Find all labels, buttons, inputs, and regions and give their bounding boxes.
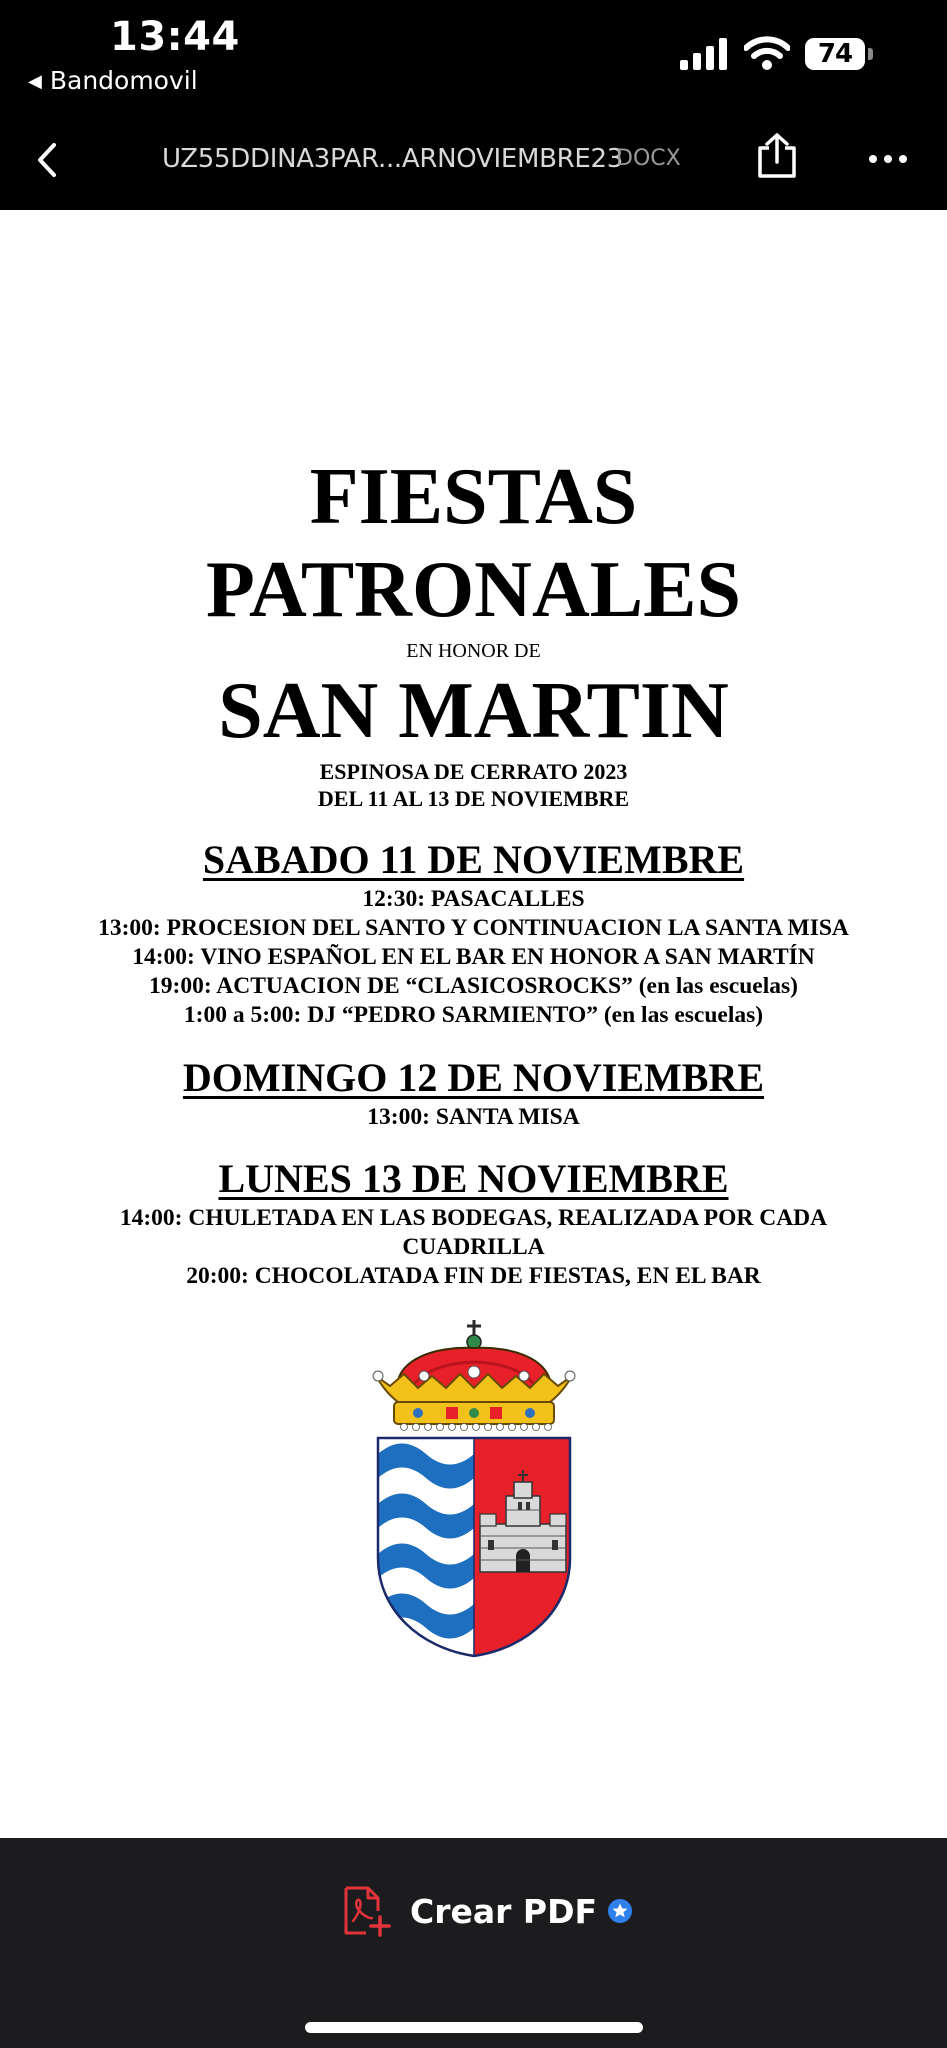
document-nav-bar [0, 110, 947, 210]
event-item: 14:00: VINO ESPAÑOL EN EL BAR EN HONOR A SAN MARTÍN [132, 944, 815, 970]
share-icon[interactable] [755, 132, 799, 180]
crown-icon [373, 1320, 575, 1431]
place-line: ESPINOSA DE CERRATO 2023 [319, 759, 628, 784]
status-time: 13:44 [110, 14, 240, 60]
battery-tip [868, 48, 873, 60]
wifi-icon [744, 36, 790, 70]
title-line-2: PATRONALES [206, 546, 741, 634]
title-line-1: FIESTAS [309, 453, 638, 541]
ellipsis-icon[interactable] [868, 154, 908, 164]
honor-line: EN HONOR DE [406, 640, 541, 662]
event-item: 14:00: CHULETADA EN LAS BODEGAS, REALIZADA POR CADA CUADRILLA [119, 1205, 828, 1260]
cellular-signal-icon [680, 38, 728, 70]
back-to-app-link[interactable] [28, 66, 198, 95]
create-pdf-label: Crear PDF [410, 1891, 598, 1931]
event-item: 13:00: SANTA MISA [367, 1104, 580, 1130]
day-heading-monday: LUNES 13 DE NOVIEMBRE [218, 1156, 729, 1201]
battery-level: 74 [817, 39, 853, 69]
home-indicator[interactable] [305, 2022, 643, 2033]
coat-of-arms-image [368, 1318, 580, 1658]
file-type: DOCX [616, 146, 681, 171]
bottom-toolbar [0, 1838, 947, 2048]
day-heading-saturday: SABADO 11 DE NOVIEMBRE [202, 837, 745, 882]
chevron-left-icon[interactable] [36, 142, 58, 178]
pdf-add-icon [340, 1885, 392, 1937]
back-triangle-icon: ◀ [28, 71, 42, 92]
event-item: 1:00 a 5:00: DJ “PEDRO SARMIENTO” (en las escuelas) [183, 1002, 764, 1028]
event-item: 19:00: ACTUACION DE “CLASICOSROCKS” (en las escuelas) [149, 973, 798, 999]
document-viewer[interactable] [0, 210, 947, 1838]
premium-star-icon [607, 1898, 633, 1924]
event-item: 13:00: PROCESION DEL SANTO Y CONTINUACION LA SANTA MISA [98, 915, 849, 941]
dates-line: DEL 11 AL 13 DE NOVIEMBRE [317, 786, 630, 811]
day-heading-sunday: DOMINGO 12 DE NOVIEMBRE [182, 1055, 765, 1100]
saint-name: SAN MARTIN [218, 667, 729, 755]
back-app-label: Bandomovil [49, 66, 198, 95]
event-item: 12:30: PASACALLES [362, 886, 585, 912]
file-name: UZ55DDINA3PAR...ARNOVIEMBRE23 [162, 144, 624, 174]
create-pdf-button[interactable] [340, 1883, 633, 1939]
status-bar [0, 0, 947, 110]
event-item: 20:00: CHOCOLATADA FIN DE FIESTAS, EN EL BAR [186, 1263, 761, 1289]
battery-icon [805, 38, 865, 70]
